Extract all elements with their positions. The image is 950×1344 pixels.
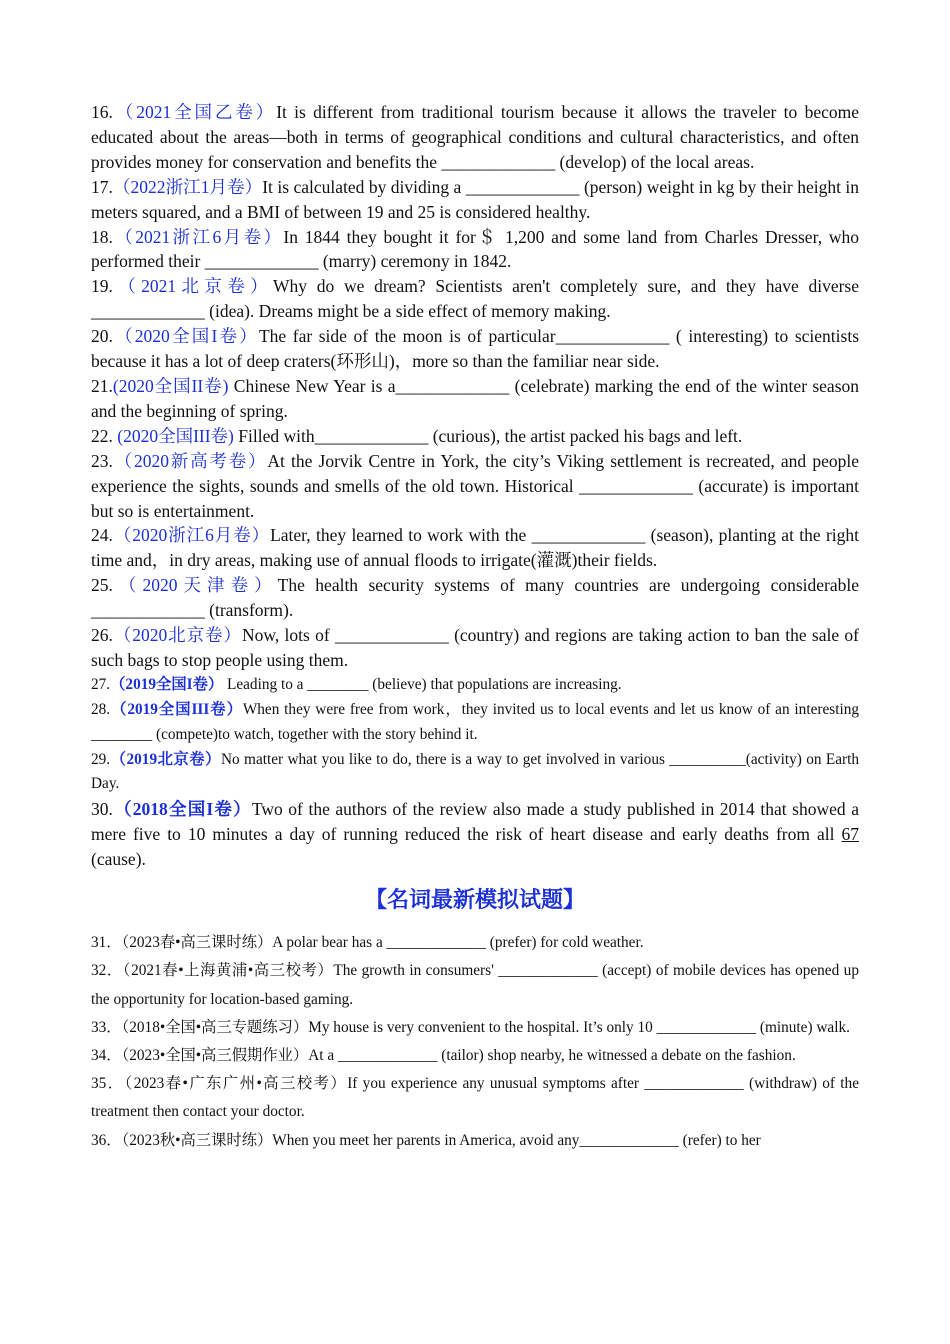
question-source: （2022浙江1月卷） bbox=[112, 176, 263, 197]
question-text: At a _____________ (tailor) shop nearby, he witnessed a debate on the fashion. bbox=[308, 1046, 796, 1064]
question-19: 19.（2021北京卷）Why do we dream? Scientists aren't completely sure, and they have diverse _____________ (idea). Dreams might be a side effect of memory making. bbox=[91, 276, 860, 322]
question-text: In 1844 they bought it for＄ 1,200 and some land from Charles Dresser, who performed their _____________ (marry) ceremony in 1842. bbox=[91, 226, 860, 272]
question-26: 26.（2020北京卷）Now, lots of _____________ (country) and regions are taking action to ban the sale of such bags to stop people using them. bbox=[91, 625, 859, 670]
question-source: （2021全国乙卷） bbox=[112, 102, 277, 122]
question-27: 27.（2019全国I卷） Leading to a ________ (believe) that populations are increasing. bbox=[91, 675, 622, 693]
question-source: （2020浙江6月卷） bbox=[112, 525, 271, 546]
question-text: Two of the authors of the review also made a study published in 2014 that showed a mere five to 10 minutes a day of running reduced the risk of heart disease and early deaths from all bbox=[91, 799, 859, 845]
question-text: A polar bear has a _____________ (prefer) for cold weather. bbox=[272, 934, 644, 952]
question-text: It is calculated by dividing a _____________ (person) weight in kg by their height in meters squared, and a BMI of between 19 and 25 is considered healthy. bbox=[91, 176, 859, 222]
question-18: 18.（2021浙江6月卷）In 1844 they bought it for＄ 1,200 and some land from Charles Dresser, who performed their _____________ (marry) ceremony in 1842. bbox=[91, 226, 860, 272]
question-source: （2020天津卷） bbox=[112, 575, 278, 596]
question-source: (2020全国III卷) bbox=[117, 425, 234, 446]
question-text: Why do we dream? Scientists aren't completely sure, and they have diverse _____________ (idea). Dreams might be a side effect of memory making. bbox=[91, 276, 860, 322]
answer-blank: 67 bbox=[841, 824, 859, 845]
question-source: （2020新高考卷） bbox=[112, 450, 268, 471]
question-text: Chinese New Year is a_____________ (celebrate) marking the end of the winter season and the beginning of spring. bbox=[91, 375, 859, 421]
question-text: No matter what you like to do, there is a way to get involved in various __________(activity) on Earth Day. bbox=[91, 750, 859, 793]
question-23: 23.（2020新高考卷）At the Jorvik Centre in York, the city’s Viking settlement is recreated, and people experience the sights, sounds and smells of the old town. Historical _____________ (accurate) is important but so is entertainment. bbox=[91, 450, 859, 521]
question-source: （2018•全国•高三专题练习） bbox=[121, 1018, 309, 1036]
question-33: 33．（2018•全国•高三专题练习）My house is very convenient to the hospital. It’s only 10 _____________ (minute) walk. bbox=[91, 1018, 850, 1036]
question-text: The far side of the moon is of particular_____________ ( interesting) to scientists because it has a lot of deep craters(环形山)，more so than the familiar near side. bbox=[91, 326, 860, 372]
question-source: （2021北京卷） bbox=[112, 276, 273, 297]
question-36: 36．（2023秋•高三课时练）When you meet her parents in America, avoid any_____________ (refer) to her bbox=[91, 1131, 761, 1149]
question-29: 29.（2019北京卷）No matter what you like to do, there is a way to get involved in various __________(activity) on Earth Day. bbox=[91, 750, 859, 793]
question-text: If you experience any unusual symptoms after _____________ (withdraw) of the treatment then contact your doctor. bbox=[91, 1075, 859, 1121]
question-text: Leading to a ________ (believe) that populations are increasing. bbox=[223, 675, 622, 693]
question-35: 35．（2023春•广东广州•高三校考）If you experience any unusual symptoms after _____________ (withdraw) of the treatment then contact your doctor. bbox=[91, 1075, 859, 1121]
question-31: 31．（2023春•高三课时练）A polar bear has a _____________ (prefer) for cold weather. bbox=[91, 934, 644, 952]
question-source: （2019全国III卷） bbox=[110, 700, 243, 718]
question-source: （2023•全国•高三假期作业） bbox=[121, 1046, 309, 1064]
question-text: My house is very convenient to the hospital. It’s only 10 _____________ (minute) walk. bbox=[308, 1018, 850, 1036]
question-22: 22. (2020全国III卷) Filled with_____________ (curious), the artist packed his bags and left. bbox=[91, 425, 743, 446]
question-24: 24.（2020浙江6月卷）Later, they learned to work with the _____________ (season), planting at the right time and，in dry areas, making use of annual floods to irrigate(灌溉)their fields. bbox=[91, 525, 859, 571]
question-30: 30.（2018全国I卷）Two of the authors of the review also made a study published in 2014 that showed a mere five to 10 minutes a day of running reduced the risk of heart disease and early deaths from all 67 (cause). bbox=[91, 799, 859, 870]
question-source: （2021春•上海黄浦•高三校考） bbox=[122, 962, 334, 980]
worksheet-page bbox=[91, 100, 859, 1155]
question-text: When they were free from work，they invited us to local events and let us know of an interesting ________ (compete)to watch, together with the story behind it. bbox=[91, 700, 859, 743]
question-source: （2020全国I卷） bbox=[112, 326, 259, 347]
question-25: 25.（2020天津卷）The health security systems of many countries are undergoing considerable _____________ (transform). bbox=[91, 575, 859, 621]
question-text: At the Jorvik Centre in York, the city’s Viking settlement is recreated, and people experience the sights, sounds and smells of the old town. Historical _____________ (accurate) is important but so is entertainment. bbox=[91, 450, 859, 521]
question-21: 21.(2020全国II卷) Chinese New Year is a_____________ (celebrate) marking the end of the winter season and the beginning of spring. bbox=[91, 375, 859, 421]
question-source: (2020全国II卷) bbox=[112, 375, 229, 396]
question-16: 16.（2021全国乙卷）It is different from traditional tourism because it allows the traveler to become educated about the areas—both in terms of geographical conditions and cultural characteristics, and often provides money for conservation and benefits the _____________ (develop) of the local areas. bbox=[91, 102, 859, 172]
question-32: 32．（2021春•上海黄浦•高三校考）The growth in consumers' _____________ (accept) of mobile devices has opened up the opportunity for location-based gaming. bbox=[91, 962, 859, 1008]
question-text: Filled with_____________ (curious), the artist packed his bags and left. bbox=[238, 425, 743, 446]
question-text: The growth in consumers' _____________ (accept) of mobile devices has opened up the opportunity for location-based gaming. bbox=[91, 962, 859, 1008]
question-source: （2018全国I卷） bbox=[112, 799, 252, 820]
question-17: 17.（2022浙江1月卷）It is calculated by dividing a _____________ (person) weight in kg by their height in meters squared, and a BMI of between 19 and 25 is considered healthy. bbox=[91, 176, 859, 222]
question-source: （2021浙江6月卷） bbox=[112, 226, 284, 247]
question-28: 28.（2019全国III卷）When they were free from work，they invited us to local events and let us know of an interesting ________ (compete)to watch, together with the story behind it. bbox=[91, 700, 859, 743]
question-source: （2019全国I卷） bbox=[110, 675, 224, 693]
question-source: （2020北京卷） bbox=[112, 625, 242, 646]
question-20: 20.（2020全国I卷）The far side of the moon is of particular_____________ ( interesting) to scientists because it has a lot of deep craters(环形山)，more so than the familiar near side. bbox=[91, 326, 860, 372]
question-source: （2019北京卷） bbox=[110, 750, 221, 768]
question-text-end: (cause). bbox=[91, 849, 146, 870]
question-text: It is different from traditional tourism because it allows the traveler to become educated about the areas—both in terms of geographical conditions and cultural characteristics, and often provides money for conservation and benefits the _____________ (develop) of the local areas. bbox=[91, 102, 859, 172]
question-text: Later, they learned to work with the _____________ (season), planting at the right time and，in dry areas, making use of annual floods to irrigate(灌溉)their fields. bbox=[91, 525, 859, 571]
question-text: The health security systems of many countries are undergoing considerable _____________ (transform). bbox=[91, 575, 859, 621]
question-source: （2023春•广东广州•高三校考） bbox=[124, 1075, 348, 1093]
question-text: Now, lots of _____________ (country) and regions are taking action to ban the sale of such bags to stop people using them. bbox=[91, 625, 859, 670]
question-text: When you meet her parents in America, avoid any_____________ (refer) to her bbox=[272, 1131, 761, 1149]
question-34: 34．（2023•全国•高三假期作业）At a _____________ (tailor) shop nearby, he witnessed a debate on the fashion. bbox=[91, 1046, 796, 1064]
section-title: 【名词最新模拟试题】 bbox=[364, 888, 585, 914]
question-source: （2023秋•高三课时练） bbox=[121, 1131, 273, 1149]
question-source: （2023春•高三课时练） bbox=[121, 934, 273, 952]
